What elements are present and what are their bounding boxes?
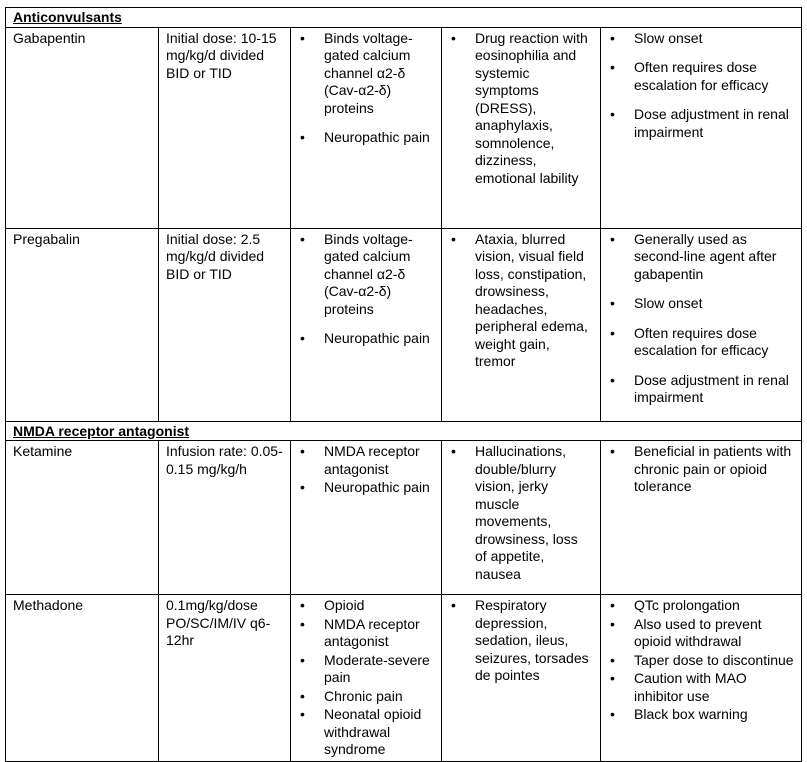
adverse-cell [442, 27, 601, 228]
list-item: • Opioid [298, 597, 434, 615]
list-item: • Neuropathic pain [298, 479, 434, 497]
list-item: • Taper dose to discontinue [608, 652, 794, 670]
drug-name: Gabapentin [6, 27, 159, 228]
adverse-cell [442, 228, 601, 421]
adverse-cell [442, 441, 601, 595]
drug-name: Methadone [6, 595, 159, 762]
dose-cell: Initial dose: 2.5 mg/kg/d divided BID or TID [159, 228, 291, 421]
table-row [6, 228, 802, 421]
section-header-nmda [6, 421, 802, 441]
comments-cell [601, 595, 802, 762]
list-item: • Slow onset [608, 295, 794, 313]
dose-cell: 0.1mg/kg/dose PO/SC/IM/IV q6-12hr [159, 595, 291, 762]
list-item: • Generally used as second-line agent after gabapentin [608, 231, 794, 284]
section-header-anticonvulsants [6, 8, 802, 28]
list-item: • Drug reaction with eosinophilia and systemic symptoms (DRESS), anaphylaxis, somnolence, dizziness, emotional lability [449, 30, 593, 188]
list-item: • Black box warning [608, 706, 794, 724]
section-title: Anticonvulsants [13, 9, 122, 25]
adverse-cell [442, 595, 601, 762]
drug-name: Ketamine [6, 441, 159, 595]
list-item: • Hallucinations, double/blurry vision, jerky muscle movements, drowsiness, loss of appetite, nausea [449, 443, 593, 583]
list-item: • Caution with MAO inhibitor use [608, 670, 794, 705]
comments-cell [601, 27, 802, 228]
list-item: • Ataxia, blurred vision, visual field loss, constipation, drowsiness, headaches, peripheral edema, weight gain, tremor [449, 231, 593, 371]
dose-cell: Initial dose: 10-15 mg/kg/d divided BID or TID [159, 27, 291, 228]
comments-cell [601, 228, 802, 421]
list-item: • Moderate-severe pain [298, 652, 434, 687]
list-item: • Neonatal opioid withdrawal syndrome [298, 706, 434, 759]
list-item: • Dose adjustment in renal impairment [608, 372, 794, 407]
list-item: • Often requires dose escalation for efficacy [608, 59, 794, 94]
list-item: • Often requires dose escalation for efficacy [608, 325, 794, 360]
list-item: • Neuropathic pain [298, 129, 434, 147]
table-row [6, 441, 802, 595]
mechanism-cell [291, 228, 442, 421]
list-item: • Binds voltage-gated calcium channel α2-δ (Cav-α2-δ) proteins [298, 231, 434, 319]
list-item: • NMDA receptor antagonist [298, 616, 434, 651]
drug-name: Pregabalin [6, 228, 159, 421]
list-item: • Also used to prevent opioid withdrawal [608, 616, 794, 651]
drug-table [5, 7, 802, 762]
list-item: • Beneficial in patients with chronic pain or opioid tolerance [608, 443, 794, 496]
dose-cell: Infusion rate: 0.05-0.15 mg/kg/h [159, 441, 291, 595]
list-item: • Slow onset [608, 30, 794, 48]
comments-cell [601, 441, 802, 595]
table-row [6, 27, 802, 228]
list-item: • NMDA receptor antagonist [298, 443, 434, 478]
list-item: • Dose adjustment in renal impairment [608, 106, 794, 141]
mechanism-cell [291, 441, 442, 595]
section-title: NMDA receptor antagonist [13, 422, 190, 439]
list-item: • Chronic pain [298, 688, 434, 706]
table-row [6, 595, 802, 762]
mechanism-cell [291, 595, 442, 762]
mechanism-cell [291, 27, 442, 228]
list-item: • Neuropathic pain [298, 330, 434, 348]
list-item: • Respiratory depression, sedation, ileus, seizures, torsades de pointes [449, 597, 593, 685]
list-item: • QTc prolongation [608, 597, 794, 615]
list-item: • Binds voltage-gated calcium channel α2-δ (Cav-α2-δ) proteins [298, 30, 434, 118]
